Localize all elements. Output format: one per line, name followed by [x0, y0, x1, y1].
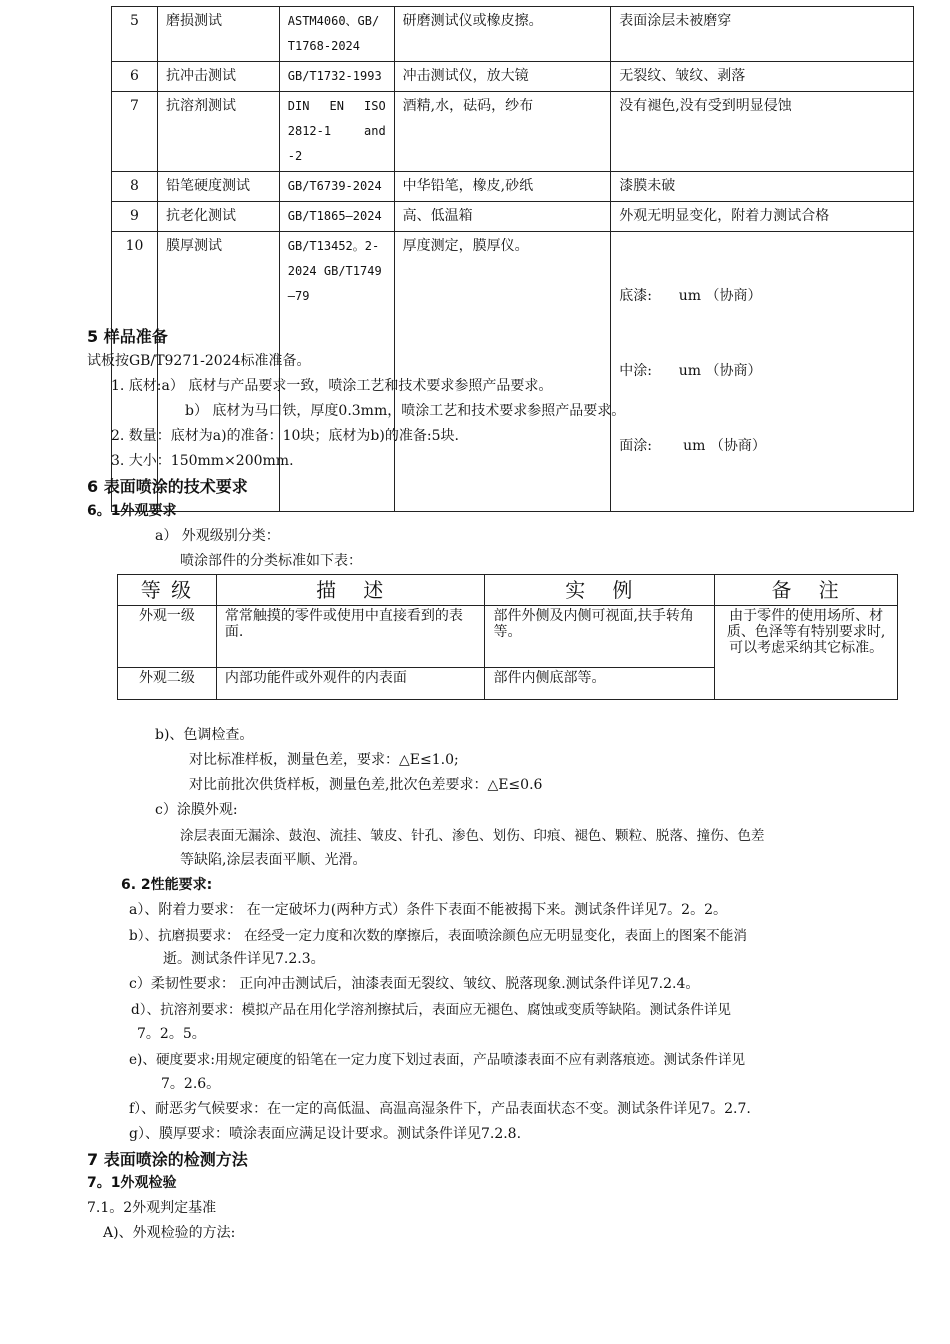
test-tool: 冲击测试仪，放大镜 [394, 62, 611, 92]
test-tool: 高、低温箱 [394, 202, 611, 232]
result-line: 面涂: um （协商） [619, 438, 766, 454]
list-item: 3. 大小：150mm×200mm. [111, 453, 294, 469]
paragraph: e)、硬度要求:用规定硬度的铅笔在一定力度下划过表面，产品喷漆表面不应有剥落痕迹。测试条件详见 [129, 1052, 746, 1068]
test-item: 抗冲击测试 [157, 62, 279, 92]
test-item: 抗溶剂测试 [157, 92, 279, 172]
test-result: 无裂纹、皱纹、剥落 [611, 62, 914, 92]
list-item: 1. 底材:a） 底材与产品要求一致，喷涂工艺和技术要求参照产品要求。 [111, 378, 553, 394]
test-standard: ASTM4060、GB/T1768-2024 [279, 7, 394, 62]
paragraph: 对比标准样板，测量色差，要求：△E≤1.0; [189, 752, 459, 768]
paragraph: c）柔韧性要求： 正向冲击测试后，油漆表面无裂纹、皱纹、脱落现象.测试条件详见7.2.4。 [129, 976, 700, 992]
test-item: 膜厚测试 [157, 232, 279, 512]
desc-cell: 常常触摸的零件或使用中直接看到的表面. [216, 606, 485, 668]
paragraph: d）、抗溶剂要求：模拟产品在用化学溶剂擦拭后，表面应无褪色、腐蚀或变质等缺陷。测试条件详见 [131, 1002, 732, 1018]
paragraph: 涂层表面无漏涂、鼓泡、流挂、皱皮、针孔、渗色、划伤、印痕、褪色、颗粒、脱落、撞伤、色差 [180, 828, 765, 844]
desc-cell: 内部功能件或外观件的内表面 [216, 668, 485, 700]
example-cell: 部件外侧及内侧可视面,扶手转角等。 [485, 606, 715, 668]
list-item: 2. 数量：底材为a)的准备：10块；底材为b)的准备:5块. [111, 428, 459, 444]
paragraph: 试板按GB/T9271-2024标准准备。 [87, 353, 311, 369]
column-header: 等 级 [118, 575, 217, 606]
paragraph: 对比前批次供货样板，测量色差,批次色差要求：△E≤0.6 [189, 777, 543, 793]
paragraph: g）、膜厚要求：喷涂表面应满足设计要求。测试条件详见7.2.8. [129, 1126, 522, 1142]
paragraph: b）、抗磨损要求： 在经受一定力度和次数的摩擦后，表面喷涂颜色应无明显变化，表面上的图案不能消 [129, 928, 747, 944]
paragraph: a）、附着力要求： 在一定破坏力(两种方式）条件下表面不能被揭下来。测试条件详见7。2。2。 [129, 902, 727, 918]
row-number: 7 [112, 92, 158, 172]
test-item: 铅笔硬度测试 [157, 172, 279, 202]
test-tool: 中华铅笔，橡皮,砂纸 [394, 172, 611, 202]
test-result: 表面涂层未被磨穿 [611, 7, 914, 62]
test-standard: GB/T6739-2024 [279, 172, 394, 202]
paragraph: 7。2.6。 [161, 1076, 221, 1092]
table-row [112, 172, 914, 202]
subsection-title: 7。1外观检验 [87, 1175, 177, 1191]
test-result: 没有褪色,没有受到明显侵蚀 [611, 92, 914, 172]
row-number: 10 [112, 232, 158, 512]
subsection-title: 6。1外观要求 [87, 503, 177, 519]
section-5-title: 5 样品准备 [87, 327, 168, 346]
paragraph: 喷涂部件的分类标准如下表： [180, 553, 362, 569]
test-result [611, 232, 914, 512]
test-item: 抗老化测试 [157, 202, 279, 232]
test-standard: GB/T1865—2024 [279, 202, 394, 232]
result-line: 底漆: um （协商） [619, 288, 762, 304]
table-row [112, 92, 914, 172]
paragraph: a） 外观级别分类： [155, 528, 280, 544]
test-standard: DIN EN ISO 2812-1 and -2 [279, 92, 394, 172]
row-number: 5 [112, 7, 158, 62]
paragraph: 等缺陷,涂层表面平顺、光滑。 [180, 852, 367, 868]
paragraph: 7.1。2外观判定基准 [87, 1200, 217, 1216]
table-row [112, 62, 914, 92]
table-row [118, 606, 898, 668]
test-tool: 研磨测试仪或橡皮擦。 [394, 7, 611, 62]
result-line: 中涂: um （协商） [619, 363, 762, 379]
paragraph: 逝。测试条件详见7.2.3。 [163, 951, 325, 967]
test-tool: 厚度测定，膜厚仪。 [394, 232, 611, 512]
test-item: 磨损测试 [157, 7, 279, 62]
note-cell: 由于零件的使用场所、材质、色泽等有特别要求时,可以考虑采纳其它标准。 [715, 606, 898, 700]
grade-table [117, 574, 898, 700]
paragraph: f）、耐恶劣气候要求：在一定的高低温、高温高湿条件下，产品表面状态不变。测试条件详见7。2.7. [129, 1101, 751, 1117]
test-standard: GB/T1732-1993 [279, 62, 394, 92]
row-number: 6 [112, 62, 158, 92]
example-cell: 部件内侧底部等。 [485, 668, 715, 700]
column-header: 描 述 [216, 575, 485, 606]
list-item: b） 底材为马口铁，厚度0.3mm，喷涂工艺和技术要求参照产品要求。 [185, 403, 626, 419]
table-header-row [118, 575, 898, 606]
test-result: 外观无明显变化，附着力测试合格 [611, 202, 914, 232]
table-row [112, 7, 914, 62]
paragraph: A)、外观检验的方法: [103, 1225, 236, 1241]
grade-cell: 外观一级 [118, 606, 217, 668]
paragraph: c）涂膜外观: [155, 802, 238, 818]
column-header: 实 例 [485, 575, 715, 606]
column-header: 备 注 [715, 575, 898, 606]
test-result: 漆膜未破 [611, 172, 914, 202]
paragraph: b)、色调检查。 [155, 727, 254, 743]
section-6-title: 6 表面喷涂的技术要求 [87, 477, 248, 496]
section-7-title: 7 表面喷涂的检测方法 [87, 1150, 248, 1169]
row-number: 9 [112, 202, 158, 232]
test-tool: 酒精,水，砝码，纱布 [394, 92, 611, 172]
row-number: 8 [112, 172, 158, 202]
table-row [112, 202, 914, 232]
test-standard: GB/T13452。2-2024 GB/T1749—79 [279, 232, 394, 512]
paragraph: 7。2。5。 [137, 1026, 206, 1042]
subsection-title: 6. 2性能要求: [121, 877, 213, 893]
grade-cell: 外观二级 [118, 668, 217, 700]
